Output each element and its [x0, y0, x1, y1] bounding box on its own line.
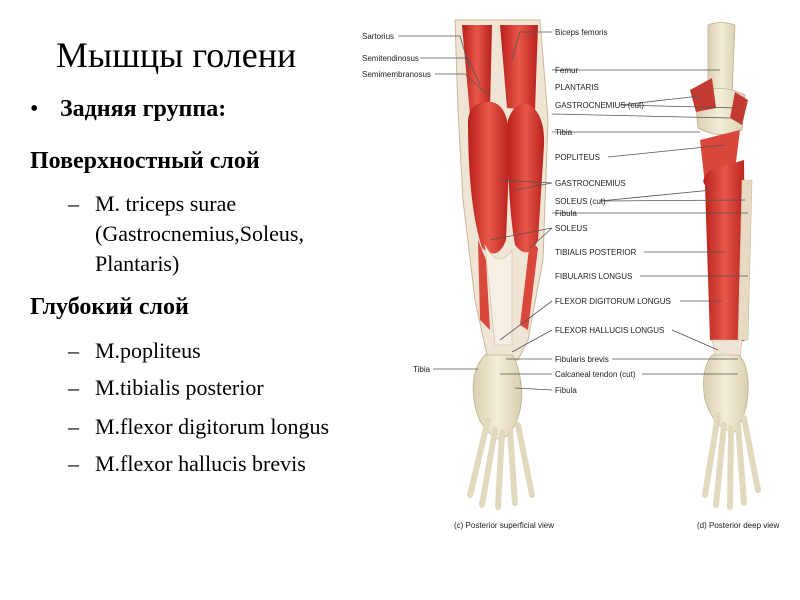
bullet-dot: •	[30, 96, 39, 122]
label-soleus: SOLEUS	[555, 224, 588, 233]
dash: –	[68, 375, 79, 400]
label-flexor-digitorum-longus: FLEXOR DIGITORUM LONGUS	[555, 297, 671, 306]
dash: –	[68, 451, 79, 476]
deep-item-text: M.popliteus	[95, 338, 201, 363]
label-fibularis-brevis: Fibularis brevis	[555, 355, 609, 364]
caption-superficial-view: (c) Posterior superficial view	[454, 521, 555, 530]
label-calcaneal-tendon: Calcaneal tendon (cut)	[555, 370, 636, 379]
label-tibia-left: Tibia	[413, 365, 431, 374]
label-gastrocnemius: GASTROCNEMIUS	[555, 179, 626, 188]
label-semimembranosus: Semimembranosus	[362, 70, 431, 79]
deep-heading: Глубокий слой	[30, 294, 189, 320]
dash: –	[68, 338, 79, 363]
label-soleus-cut: SOLEUS (cut)	[555, 197, 606, 206]
label-semitendinosus: Semitendinosus	[362, 54, 419, 63]
deep-item-text: M.flexor digitorum longus	[95, 414, 330, 439]
caption-deep-view: (d) Posterior deep view	[697, 521, 780, 530]
dash: –	[68, 191, 79, 216]
leg-illustration	[355, 0, 800, 600]
text-content	[0, 96, 355, 496]
slide-title: Мышцы голени	[56, 35, 297, 75]
label-fibula: Fibula	[555, 209, 577, 218]
superficial-item-line-3: Plantaris)	[95, 251, 180, 276]
label-gastrocnemius-cut: GASTROCNEMIUS (cut)	[555, 101, 644, 110]
label-fibula-lower: Fibula	[555, 386, 577, 395]
deep-leg	[690, 23, 758, 508]
bullet-text: Задняя группа:	[60, 96, 227, 122]
label-flexor-hallucis-longus: FLEXOR HALLUCIS LONGUS	[555, 326, 665, 335]
label-sartorius: Sartorius	[362, 32, 395, 41]
superficial-item-line-1: M. triceps surae	[95, 191, 237, 216]
superficial-leg	[455, 20, 548, 507]
label-femur: Femur	[555, 66, 579, 75]
label-tibia: Tibia	[555, 128, 573, 137]
superficial-heading: Поверхностный слой	[30, 148, 260, 174]
label-biceps-femoris: Biceps femoris	[555, 28, 608, 37]
label-tibialis-posterior: TIBIALIS POSTERIOR	[555, 248, 637, 257]
anatomy-figure	[355, 0, 800, 600]
deep-item-text: M.flexor hallucis brevis	[95, 451, 306, 476]
label-popliteus: POPLITEUS	[555, 153, 600, 162]
dash: –	[68, 414, 79, 439]
label-fibularis-longus: FIBULARIS LONGUS	[555, 272, 633, 281]
deep-item-text: M.tibialis posterior	[95, 375, 264, 400]
bullet-posterior-group	[30, 96, 226, 123]
superficial-item-line-2: (Gastrocnemius,Soleus,	[95, 221, 304, 246]
label-plantaris: PLANTARIS	[555, 83, 599, 92]
